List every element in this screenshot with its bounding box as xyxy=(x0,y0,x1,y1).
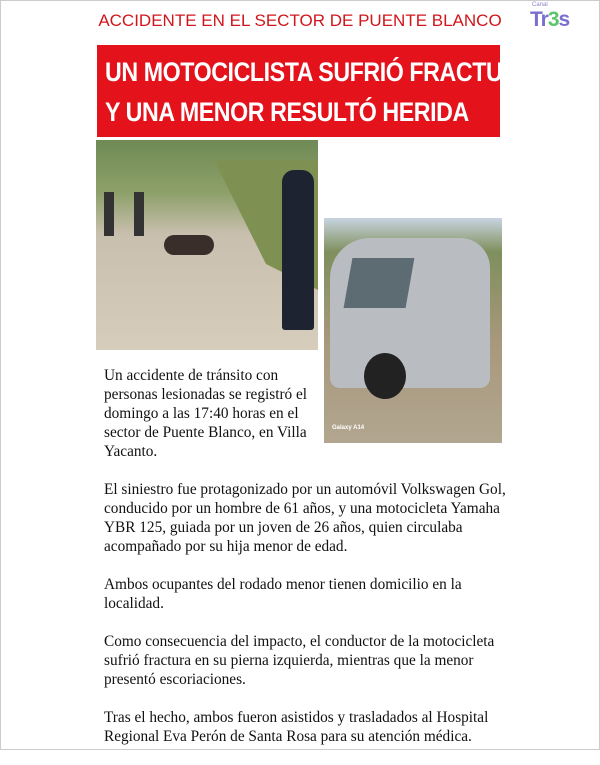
bystander xyxy=(104,192,114,236)
bystander xyxy=(134,192,144,236)
logo-text-b: 3 xyxy=(547,8,559,31)
paragraph: Como consecuencia del impacto, el conductor de la motocicleta sufrió fractura en su pierna izquierda, mientras que la menor presentó escoriaciones. xyxy=(104,633,495,688)
logo-text-a: Tr xyxy=(530,8,548,31)
paragraph: Ambos ocupantes del rodado menor tienen domicilio en la localidad. xyxy=(104,576,462,612)
section-kicker: ACCIDENTE EN EL SECTOR DE PUENTE BLANCO xyxy=(98,11,502,30)
paragraph: Un accidente de tránsito con personas lesionadas se registró el domingo a las 17:40 horas en el sector de Puente Blanco, en Villa Yacanto. xyxy=(104,367,308,460)
headline-banner xyxy=(97,45,535,137)
logo-text-c: s xyxy=(558,8,570,31)
photo-caption: Galaxy A14 xyxy=(332,425,365,431)
paragraph: Tras el hecho, ambos fueron asistidos y trasladados al Hospital Regional Eva Perón de Santa Rosa para su atención médica. xyxy=(104,709,489,745)
channel-logo xyxy=(526,2,576,34)
article-body xyxy=(104,366,514,765)
headline-line-2: Y UNA MENOR RESULTÓ HERIDA xyxy=(105,97,469,127)
accident-scene-photo xyxy=(96,140,318,350)
police-officer xyxy=(282,170,314,330)
logo-small-text: Canal xyxy=(532,2,548,8)
headline-line-1: UN MOTOCICLISTA SUFRIÓ FRACTURA xyxy=(105,57,535,87)
paragraph: El siniestro fue protagonizado por un automóvil Volkswagen Gol, conducido por un hombre de 61 años, y una motocicleta Yamaha YBR 125, guiada por un joven de 26 años, quien circulaba acompañado por su hija menor de edad. xyxy=(104,481,506,555)
fallen-motorcycle xyxy=(164,235,214,255)
